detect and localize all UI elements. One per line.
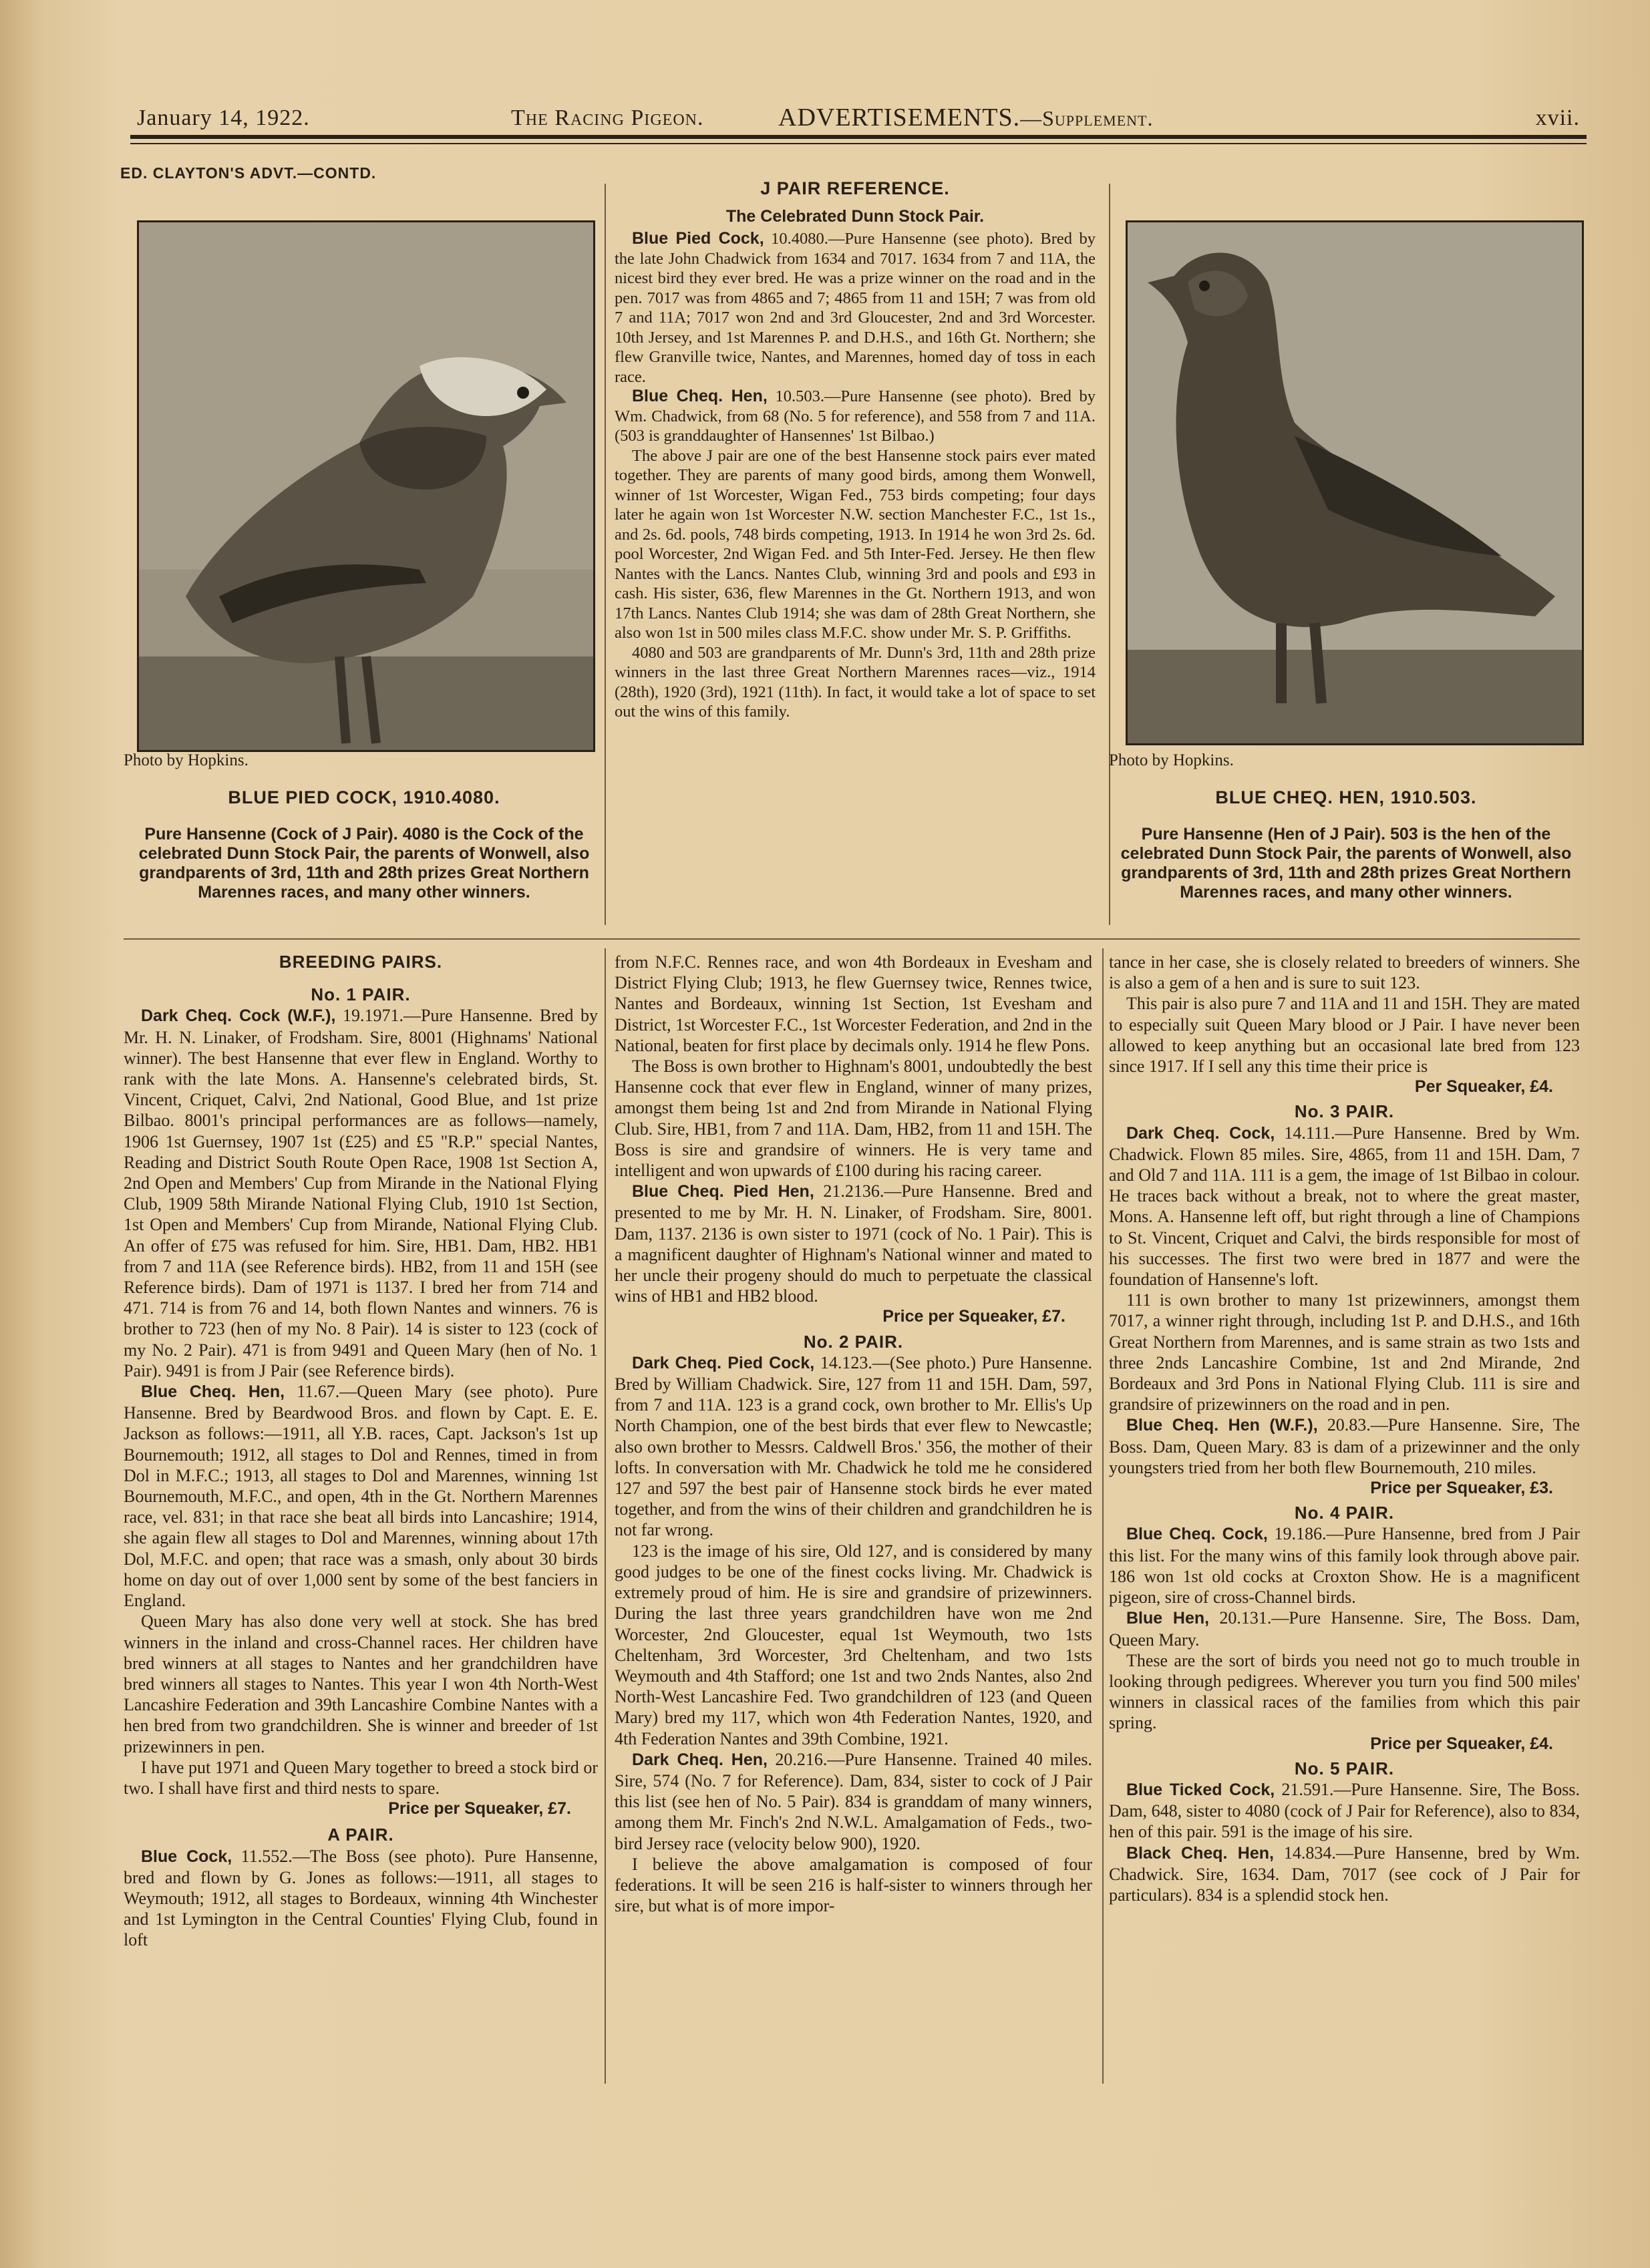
col2-paragraph: The Boss is own brother to Highnam's 8001, undoubtedly the best Hansenne cock that ever flew in England, winner of many prizes, amongst them being 1st and 2nd from Mirande in National Flying Club. Sire, HB1, from 7 and 11A. Dam, HB2, from 11 and 15H. The Boss is sire and grandsire of winners. He is very tame and intelligent and won upwards of £100 during his racing career. [615, 1057, 1092, 1181]
caption-right-title: BLUE CHEQ. HEN, 1910.503. [1215, 787, 1477, 807]
col3-paragraph [1109, 1608, 1580, 1650]
col1-lead-5: Blue Cock, [141, 1847, 232, 1866]
header-rule-thin [130, 143, 1587, 144]
col3-lead-10: Black Cheq. Hen, [1126, 1843, 1274, 1863]
col2-lead-6: Dark Cheq. Hen, [632, 1750, 768, 1769]
photo-blue-cheq-hen [1126, 220, 1584, 745]
col3-text-10: 14.834.—Pure Hansenne, bred by Wm. Chadwick. Sire, 1634. Dam, 7017 (see cock of J Pair for particulars). 834 is a splendid stock hen. [1109, 1843, 1580, 1905]
j-pair-paragraph [615, 229, 1096, 387]
col2-text-3: 21.2136.—Pure Hansenne. Bred and presented to me by Mr. H. N. Linaker, of Frodsham. Sire, 8001. Dam, 1137. 2136 is own sister to 1971 (cock of No. 1 Pair). This is a magnificent daughter of Highnam's National winner and mated to her uncle their progeny should do much to perpetuate the classical wins of HB1 and HB2 blood. [615, 1181, 1092, 1306]
caption-right [1102, 788, 1590, 902]
divider-bottom-right [1102, 948, 1104, 2084]
col3-text-9: 21.591.—Pure Hansenne. Sire, The Boss. Dam, 648, sister to 4080 (cock of J Pair for Reference), also to 834, hen of this pair. 591 is the image of his sire. [1109, 1779, 1580, 1842]
pair-5-heading: No. 5 PAIR. [1294, 1758, 1395, 1778]
col3-lead-9: Blue Ticked Cock, [1126, 1780, 1275, 1799]
page-header [130, 100, 1580, 134]
caption-left [120, 788, 608, 902]
col1-lead-1: Dark Cheq. Cock (W.F.), [141, 1006, 336, 1026]
a-pair-heading: A PAIR. [327, 1825, 394, 1845]
col2-paragraph: I believe the above amalgamation is composed of four federations. It will be seen 216 is half-sister to winners through her sire, but what is of more impor- [615, 1854, 1092, 1916]
price-a-pair: Price per Squeaker, £7. [882, 1307, 1065, 1326]
j-pair-paragraph [615, 387, 1096, 446]
j-pair-paragraph: The above J pair are one of the best Hansenne stock pairs ever mated together. They are parents of many good birds, among them Wonwell, winner of 1st Worcester, Wigan Fed., 753 birds competing; four days later he again won 1st Worcester N.W. section Manchester F.C., 1st 1s., and 2s. 6d. pools, 748 birds competing, 1913. In 1914 he won 3rd 2s. 6d. pool Worcester, 2nd Wigan Fed. and 5th Inter-Fed. Jersey. He then flew Nantes with the Lancs. Nantes Club, winning 3rd and pools and £93 in cash. His sister, 636, flew Marennes in the Gt. Northern 1913, and won 17th Lancs. Nantes Club 1914; she was dam of 28th Great Northern, she also won 1st in 500 miles class M.F.C. show under Mr. S. P. Griffiths. [615, 446, 1096, 642]
col2-paragraph: 123 is the image of his sire, Old 127, and is considered by many good judges to be one of the finest cocks living. Mr. Chadwick is extremely proud of him. He is sire and grandsire of prizewinners. During the last three years grandchildren have won me 2nd Worcester, 2nd Gloucester, equal 1st Weymouth, two 1sts Cheltenham, 3rd Worcester, 3rd Cheltenham, and two 1sts Weymouth and 4th Stafford; one 1st and two 2nds Nantes, also 2nd North-West Lancashire Fed. Two grandchildren of 123 (and Queen Mary) bred my 117, which won 4th Federation Nantes, 1920, and 4th Federation Nantes and 39th Combine, 1921. [615, 1541, 1092, 1748]
col1-paragraph [124, 1005, 598, 1381]
col3-text-3: 14.111.—Pure Hansenne. Bred by Wm. Chadwick. Flown 85 miles. Sire, 4865, from 11 and 15H. Dam, 7 and Old 7 and 11A. 111 is a gem, the image of 1st Bilbao in colour. He traces back without a break, not to where the great master, Mons. A. Hansenne left off, but right through a line of Champions to St. Vincent, Criquet and Calvi, the birds responsible for most of his successes. The first two were bred in 1877 and were the foundation of Hansenne's loft. [1109, 1123, 1581, 1290]
col1-paragraph [124, 1846, 598, 1951]
col3-paragraph: tance in her case, she is closely related to breeders of winners. She is also a gem of a hen and is sure to suit 123. [1109, 952, 1580, 993]
column-3 [1109, 952, 1580, 1905]
header-supplement: —Supplement. [1020, 106, 1154, 130]
col3-paragraph: These are the sort of birds you need not go to much trouble in looking through pedigrees. Wherever you turn you find 500 miles' winners in classical races of the families from which this pair spring. [1109, 1650, 1580, 1733]
pair-2-heading: No. 2 PAIR. [803, 1331, 904, 1352]
header-page-number: xvii. [1535, 106, 1580, 130]
col2-text-4: 14.123.—(See photo.) Pure Hansenne. Bred by William Chadwick. Sire, 127 from 11 and 15H. Dam, 597, from 7 and 11A. 123 is a grand cock, own brother to Mr. Ellis's Up North Champion, one of the best birds that ever flew to Newcastle; also own brother to Messrs. Caldwell Bros.' 356, the mother of their lofts. In conversation with Mr. Chadwick he told me he considered 127 and 597 the best pair of Hansenne stock birds he ever mated together, and from the wins of their children and grandchildren he is not far wrong. [615, 1352, 1092, 1540]
j-pair-paragraph: 4080 and 503 are grandparents of Mr. Dunn's 3rd, 11th and 28th prize winners in the last three Great Northern Marennes races—viz., 1914 (28th), 1920 (3rd), 1921 (11th). In fact, it would take a lot of space to set out the wins of this family. [615, 643, 1096, 721]
col3-lead-6: Blue Cheq. Cock, [1126, 1525, 1268, 1544]
breeding-pairs-heading: BREEDING PAIRS. [279, 952, 443, 972]
header-paper-title: The Racing Pigeon. [511, 106, 704, 130]
col3-paragraph: 111 is own brother to many 1st prizewinners, amongst them 7017, a winner right through, including 1st P. and D.H.S., and 16th Great Northern from Marennes, and is same strain as two 1sts and three 2nds Lancashire Combine, 1st and 2nd Mirande, 2nd Bordeaux and 3rd Pons in National Flying Club. 111 is sire and grandsire of prizewinners on the road and in pen. [1109, 1290, 1580, 1414]
pair-3-heading: No. 3 PAIR. [1294, 1101, 1395, 1122]
col3-paragraph [1109, 1779, 1580, 1843]
pair-1-heading: No. 1 PAIR. [311, 984, 411, 1005]
price-pair-1: Price per Squeaker, £7. [388, 1799, 571, 1819]
col2-paragraph [615, 1181, 1092, 1306]
j-pair-text-2: 10.503.—Pure Hansenne (see photo). Bred by Wm. Chadwick, from 68 (No. 5 for reference), and 558 from 7 and 11A. (503 is granddaughter of Hansennes' 1st Bilbao.) [615, 387, 1096, 445]
col3-lead-5: Blue Cheq. Hen (W.F.), [1126, 1416, 1318, 1435]
divider-horizontal [124, 938, 1580, 940]
header-rule-thick [130, 135, 1587, 139]
pigeon-illustration-left [139, 222, 593, 750]
col3-paragraph [1109, 1123, 1580, 1290]
header-date: January 14, 1922. [137, 106, 310, 130]
j-pair-text-1: 10.4080.—Pure Hansenne (see photo). Bred by the late John Chadwick from 1634 and 7017. 1634 from 7 and 11A, the nicest bird they ever bred. He was a prize winner on the road and in the pen. 7017 was from 4865 and 7; 4865 from 11 and 15H; 7 was from old 7 and 11A; 7017 won 2nd and 3rd Gloucester, 2nd and 3rd Worcester. 10th Jersey, and 1st Marennes P. and D.H.S., and 16th Gt. Northern; she flew Granville twice, Nantes, and Marennes, homed day of toss in each race. [615, 230, 1096, 386]
j-pair-lead-2: Blue Cheq. Hen, [632, 387, 768, 405]
pair-4-heading: No. 4 PAIR. [1294, 1503, 1395, 1523]
pigeon-illustration-right [1128, 222, 1582, 743]
header-section [778, 103, 1153, 132]
col3-paragraph [1109, 1523, 1580, 1608]
j-pair-subheading: The Celebrated Dunn Stock Pair. [725, 206, 985, 226]
col1-paragraph [124, 1381, 598, 1611]
col2-paragraph [615, 1352, 1092, 1541]
photo-credit-left: Photo by Hopkins. [124, 751, 249, 769]
col1-paragraph: I have put 1971 and Queen Mary together to breed a stock bird or two. I shall have first and third nests to spare. [124, 1757, 598, 1798]
j-pair-heading: J PAIR REFERENCE. [760, 178, 950, 198]
col3-paragraph: This pair is also pure 7 and 11A and 11 and 15H. They are mated to especially suit Queen Mary blood or J Pair. I have never been allowed to keep anything but an occasional late bred from 123 since 1917. If I sell any this time their price is [1109, 994, 1580, 1077]
col2-lead-4: Dark Cheq. Pied Cock, [632, 1353, 815, 1372]
col2-paragraph: from N.F.C. Rennes race, and won 4th Bordeaux in Evesham and District Flying Club; 1913, he flew Guernsey twice, Rennes twice, Nantes and Bordeaux, winning 1st Section, 1st Evesham and District, 1st Worcester F.C., 1st Worcester Federation, and 2nd in the National, beaten for first place by decimals only. 1914 he flew Pons. [615, 952, 1092, 1055]
column-1 [124, 952, 598, 1951]
col1-text-1: 19.1971.—Pure Hansenne. Bred by Mr. H. N. Linaker, of Frodsham. Sire, 8001 (Highnams' National winner). The best Hansenne that ever flew in England. Worthy to rank with the late Mons. A. Hansenne's celebrated birds, St. Vincent, Criquet, Calvi, 2nd National, Good Blue, and 1st prize Bilbao. 8001's principal performances are as follows—namely, 1906 1st Guernsey, 1907 1st (£25) and £5 "R.P." special Nantes, Reading and District South Route Open Race, 1908 1st Section A, 2nd Open and Members' Cup from Mirande in the National Flying Club, 1909 58th Mirande National Flying Club, 1910 1st Section, 1st Open and Members' Cup from Mirande, National Flying Club. An offer of £75 was refused for him. Sire, HB1. Dam, HB2. HB1 from 7 and 11A (see Reference birds). HB2, from 11 and 15H (see Reference birds). Dam of 1971 is 1137. I bred her from 714 and 471. 714 is from 76 and 14, both flown Nantes and winners. 76 is brother to 723 (hen of my No. 8 Pair). 14 is sister to 123 (cock of my No. 2 Pair). 471 is from 9491 and Queen Mary (hen of No. 1 Pair). 9491 is from J Pair (see Reference birds). [124, 1006, 598, 1380]
col2-text-6: 20.216.—Pure Hansenne. Trained 40 miles. Sire, 574 (No. 7 for Reference). Dam, 834, sister to cock of J Pair this list (see hen of No. 5 Pair). 834 is granddam of many winners, among them Mr. Finch's 2nd N.W.L. Amalgamation of Feds., two-bird Jersey race (velocity below 900), 1920. [615, 1749, 1093, 1853]
photo-credit-right: Photo by Hopkins. [1109, 751, 1234, 769]
col2-lead-3: Blue Cheq. Pied Hen, [632, 1182, 814, 1201]
col3-paragraph [1109, 1843, 1580, 1906]
column-2 [615, 952, 1092, 1916]
photo-blue-pied-cock [137, 220, 595, 752]
col1-paragraph: Queen Mary has also done very well at stock. She has bred winners in the inland and cross-Channel races. Her children have bred winners at all stages to Nantes and her grandchildren have bred winners all stages to Nantes. This year I won 4th North-West Lancashire Federation and 39th Lancashire Combine Nantes with a hen bred from two grandchildren. She is winner and breeder of 1st prizewinners in pen. [124, 1612, 598, 1756]
col1-lead-2: Blue Cheq. Hen, [141, 1382, 285, 1402]
col1-text-5: 11.552.—The Boss (see photo). Pure Hansenne, bred and flown by G. Jones as follows:—1911, all stages to Weymouth; 1912, all stages to Bordeaux, winning 4th Winchester and 1st Lymington in the Central Counties' Flying Club, found in loft [124, 1846, 598, 1950]
caption-left-body: Pure Hansenne (Cock of J Pair). 4080 is the Cock of the celebrated Dunn Stock Pair, the parents of Wonwell, also grandparents of 3rd, 11th and 28th prizes Great Northern Marennes races, and many other winners. [138, 825, 590, 902]
header-section-label: ADVERTISEMENTS. [778, 104, 1021, 132]
col3-text-5: 20.83.—Pure Hansenne. Sire, The Boss. Dam, Queen Mary. 83 is dam of a prizewinner and the only youngsters tried from her both flew Bournemouth, 210 miles. [1109, 1415, 1580, 1477]
col3-lead-3: Dark Cheq. Cock, [1126, 1123, 1275, 1143]
j-pair-lead-1: Blue Pied Cock, [632, 229, 764, 248]
j-pair-column [615, 179, 1096, 722]
col3-text-6: 19.186.—Pure Hansenne, bred from J Pair this list. For the many wins of this family look through above pair. 186 won 1st old cocks at Croxton Show. He is a magnificent pigeon, sire of cross-Channel birds. [1109, 1524, 1580, 1608]
caption-right-body: Pure Hansenne (Hen of J Pair). 503 is the hen of the celebrated Dunn Stock Pair, the parents of Wonwell, also grandparents of 3rd, 11th and 28th prizes Great Northern Marennes races, and many other winners. [1120, 825, 1572, 902]
col3-paragraph [1109, 1414, 1580, 1478]
price-pair-3: Price per Squeaker, £3. [1370, 1479, 1553, 1498]
caption-left-title: BLUE PIED COCK, 1910.4080. [228, 787, 500, 807]
col1-text-2: 11.67.—Queen Mary (see photo). Pure Hansenne. Bred by Beardwood Bros. and flown by Capt. E. E. Jackson as follows:—1911, all Y.B. races, Capt. Jackson's 1st up Bournemouth; 1912, all stages to Dol and Rennes, timed in from Dol in M.F.C.; 1913, all stages to Dol and Marennes, winning 1st Bournemouth, M.F.C., and open, 4th in the Gt. Northern Marennes race, vel. 831; in that race she beat all birds into Lancashire; 1914, she again flew all stages to Dol and Marennes, winning about 17th Dol, M.F.C. and open; that race was a smash, only about 30 birds home on day out of over 1,000 sent by some of the best fanciers in England. [124, 1382, 598, 1611]
price-pair-4: Price per Squeaker, £4. [1370, 1734, 1553, 1753]
col3-text-7: 20.131.—Pure Hansenne. Sire, The Boss. Dam, Queen Mary. [1109, 1608, 1580, 1650]
price-pair-2: Per Squeaker, £4. [1414, 1077, 1553, 1097]
col3-lead-7: Blue Hen, [1126, 1609, 1210, 1628]
divider-bottom-left [605, 948, 606, 2084]
col2-paragraph [615, 1749, 1092, 1854]
running-head: ED. CLAYTON'S ADVT.—CONTD. [120, 164, 377, 182]
